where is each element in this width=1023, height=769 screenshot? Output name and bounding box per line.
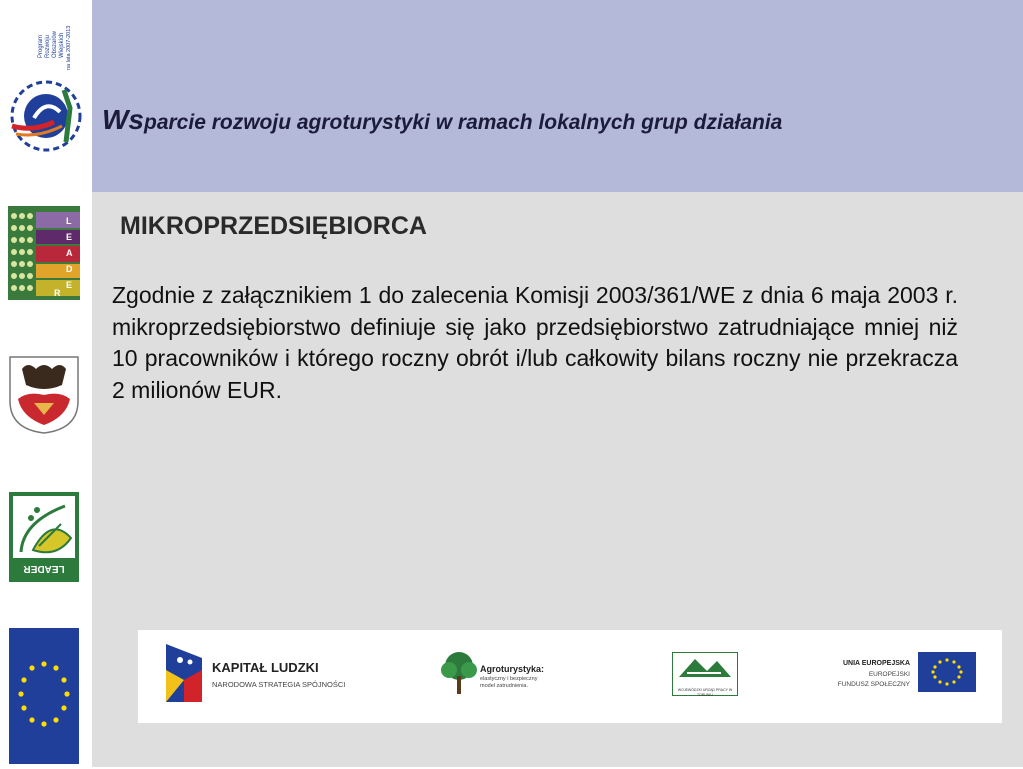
- definition-paragraph: Zgodnie z załącznikiem 1 do zalecenia Komisji 2003/361/WE z dnia 6 maja 2003 r. mikroprzedsiębiorstwo definiuje się jako przedsiębiorstwo zatrudniające mniej niż 10 pracowników i którego roczny obrót i/lub całkowity bilans roczny nie przekracza 2 milionów EUR.: [112, 282, 958, 403]
- leader-letter: E: [66, 280, 73, 290]
- prow-logo: [4, 8, 88, 168]
- leader-letter: D: [66, 264, 73, 274]
- leader-letter: R: [54, 288, 61, 298]
- ue-subtitle-1: EUROPEJSKI: [868, 671, 910, 678]
- leader-letter: A: [66, 248, 73, 258]
- wup-arrow-icon: [673, 653, 737, 683]
- kapital-ludzki-icon: [162, 640, 206, 706]
- leader-leaf-icon: [9, 492, 79, 582]
- prow-text-line: Wiejskich: [59, 32, 65, 58]
- eu-flag-logo: [9, 628, 79, 764]
- slide-header: [92, 0, 1023, 192]
- leader-label: LEADER: [23, 563, 65, 574]
- wup-logo: [672, 652, 738, 696]
- coat-of-arms-logo: [8, 355, 80, 435]
- leader-letter: L: [66, 216, 72, 226]
- wup-text: WOJEWÓDZKI URZĄD PRACY W TORUNIU: [677, 688, 733, 697]
- leader-letter: E: [66, 232, 73, 242]
- kapital-ludzki-title: KAPITAŁ LUDZKI: [212, 660, 319, 675]
- kapital-ludzki-subtitle: NARODOWA STRATEGIA SPÓJNOŚCI: [212, 680, 346, 689]
- prow-text-line: na lata 2007-2013: [66, 25, 72, 70]
- leader-logo: [9, 492, 79, 582]
- ue-title: UNIA EUROPEJSKA: [842, 660, 910, 667]
- prow-emblem-icon: [4, 8, 88, 168]
- agro-subtitle-1: elastyczny i bezpieczny: [480, 676, 538, 682]
- prow-text-line: Obszarów: [52, 30, 58, 58]
- tree-icon: [438, 650, 480, 696]
- agro-title: Agroturystyka:: [480, 664, 545, 674]
- logo-sidebar: [0, 0, 92, 767]
- coat-of-arms-icon: [8, 355, 80, 435]
- agro-subtitle-2: model zatrudnienia.: [480, 683, 529, 689]
- prow-text-line: Rozwoju: [45, 34, 51, 58]
- slide-title: [102, 104, 782, 136]
- title-rest: parcie rozwoju agroturystyki w ramach lokalnych grup działania: [144, 111, 783, 134]
- prow-text-line: Program: [38, 34, 44, 58]
- eu-flag-icon: [9, 628, 79, 764]
- leader-pattern-logo: [8, 206, 80, 300]
- partner-logos-footer: [138, 630, 1002, 723]
- section-heading: MIKROPRZEDSIĘBIORCA: [120, 212, 427, 240]
- eu-flag-small-icon: [918, 652, 976, 692]
- title-initial: Ws: [102, 104, 144, 135]
- ue-subtitle-2: FUNDUSZ SPOŁECZNY: [837, 681, 910, 688]
- leader-pattern-icon: [8, 206, 80, 300]
